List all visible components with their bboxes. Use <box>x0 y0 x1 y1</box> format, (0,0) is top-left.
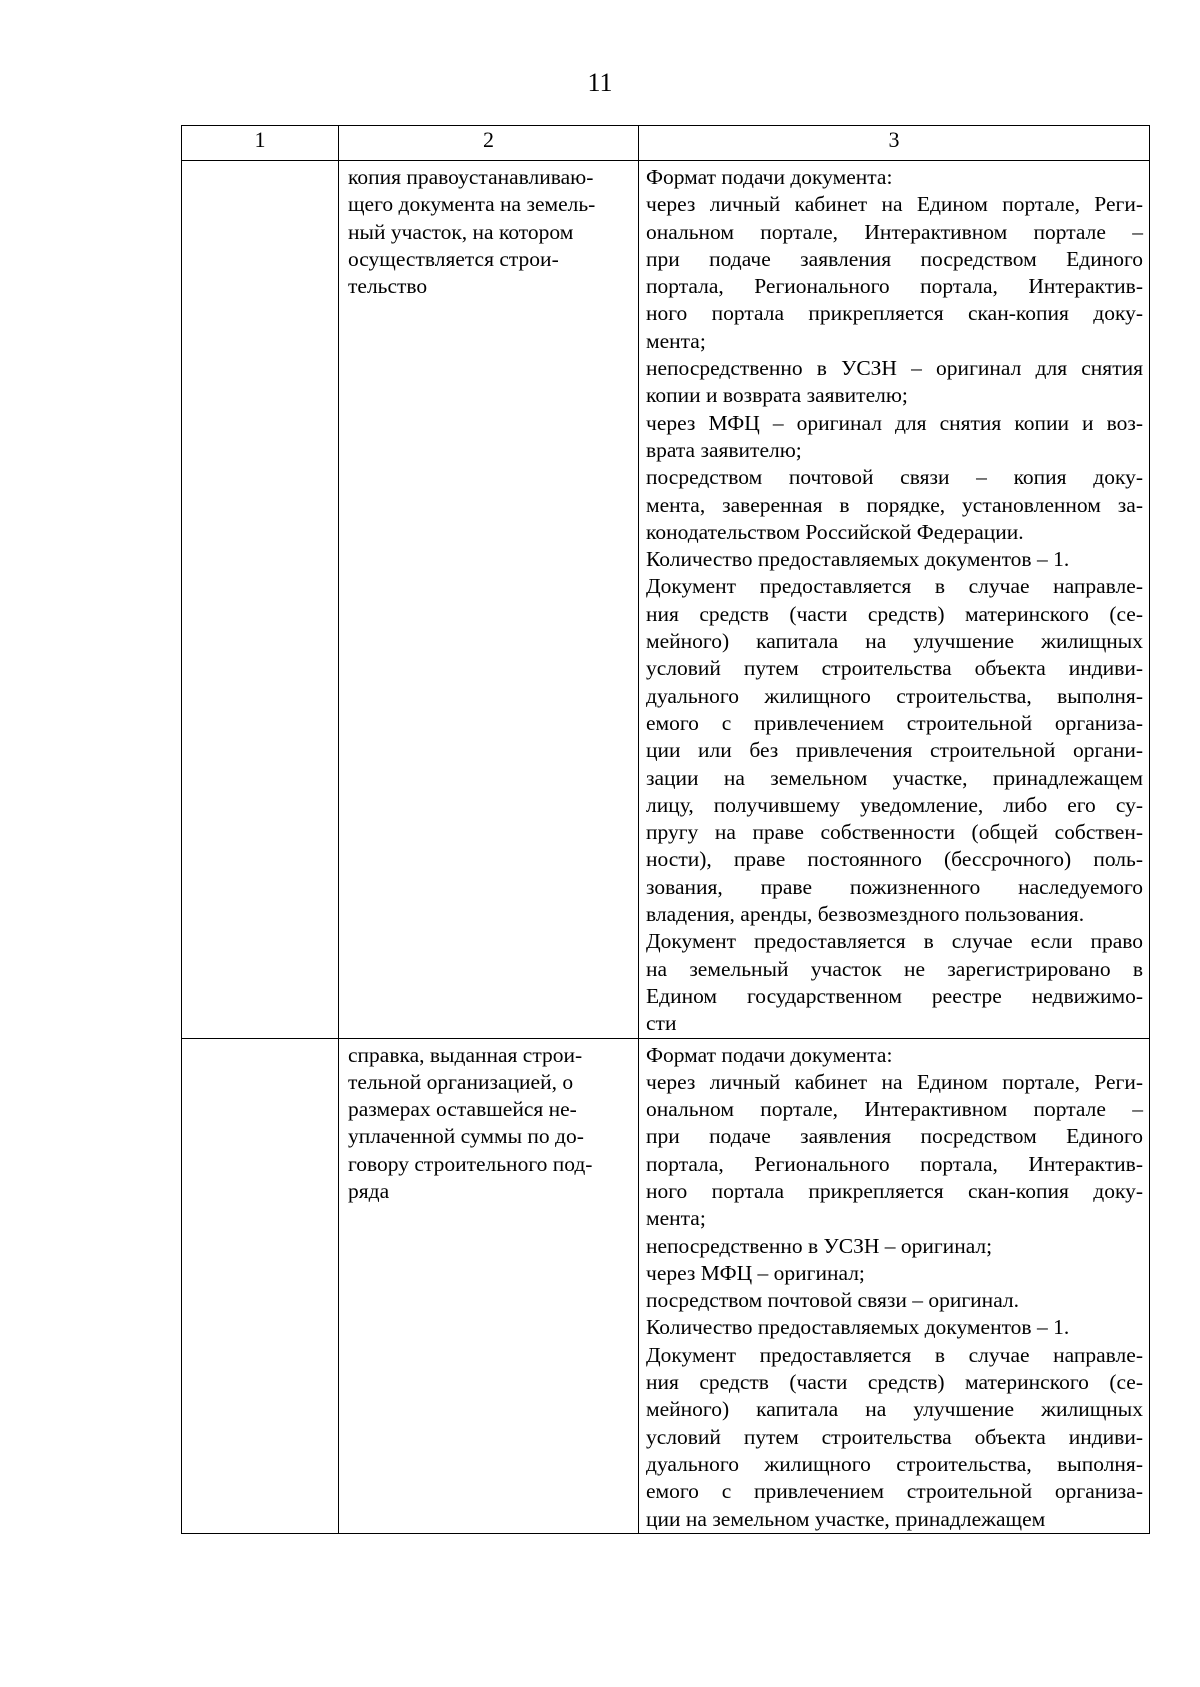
text-line: при подаче заявления посредством Единого <box>646 246 1143 271</box>
text-line: ный участок, на котором <box>348 219 574 244</box>
document-description-cell <box>639 1038 1150 1533</box>
text-line: условий путем строительства объекта индиви- <box>646 1424 1143 1449</box>
text-line: на земельный участок не зарегистрировано в <box>646 956 1143 981</box>
text-line: щего документа на земель- <box>348 192 596 217</box>
document-description-text <box>639 1039 1149 1533</box>
text-line: емого с привлечением строительной организа- <box>646 1479 1143 1504</box>
text-line: портала, Регионального портала, Интерактив- <box>646 274 1143 299</box>
document-name-text <box>339 1039 638 1206</box>
column-header-2: 2 <box>339 126 639 161</box>
text-line: через МФЦ – оригинал для снятия копии и воз- <box>646 410 1143 435</box>
text-line: владения, аренды, безвозмездного пользования. <box>646 902 1085 927</box>
text-line: справка, выданная строи- <box>348 1042 583 1067</box>
text-line: Количество предоставляемых документов – 1. <box>646 547 1070 572</box>
text-line: копия правоустанавливаю- <box>348 165 594 189</box>
text-line: тельство <box>348 274 428 299</box>
text-line: конодательством Российской Федерации. <box>646 519 1024 544</box>
table-header <box>182 126 1150 161</box>
text-line: ции или без привлечения строительной органи- <box>646 738 1143 763</box>
text-line: мейного) капитала на улучшение жилищных <box>646 629 1143 654</box>
page-number: 11 <box>587 68 613 97</box>
header-row <box>182 126 1150 161</box>
text-line: зации на земельном участке, принадлежащем <box>646 765 1143 790</box>
text-line: Количество предоставляемых документов – 1. <box>646 1315 1070 1340</box>
text-line: ональном портале, Интерактивном портале – <box>646 219 1143 244</box>
text-line: посредством почтовой связи – копия доку- <box>646 465 1143 490</box>
text-line: через личный кабинет на Едином портале, Реги- <box>646 1069 1143 1094</box>
text-line: ряда <box>348 1178 390 1203</box>
text-line: пругу на праве собственности (общей собствен- <box>646 820 1143 845</box>
text-line: копии и возврата заявителю; <box>646 383 908 408</box>
text-line: Документ предоставляется в случае направле- <box>646 1342 1143 1367</box>
text-line: непосредственно в УСЗН – оригинал; <box>646 1233 993 1258</box>
document-description-text <box>639 161 1149 1038</box>
text-line: ного портала прикрепляется скан-копия доку- <box>646 1178 1143 1203</box>
text-line: говору строительного под- <box>348 1151 593 1176</box>
text-line: непосредственно в УСЗН – оригинал для снятия <box>646 356 1143 381</box>
text-line: Документ предоставляется в случае направле- <box>646 574 1143 599</box>
text-line: через личный кабинет на Едином портале, Реги- <box>646 192 1143 217</box>
document-description-cell <box>639 161 1150 1039</box>
text-line: размерах оставшейся не- <box>348 1097 577 1122</box>
text-line: ции на земельном участке, принадлежащем <box>646 1506 1046 1531</box>
text-line: мента, заверенная в порядке, установленном за- <box>646 492 1143 517</box>
document-name-cell <box>339 161 639 1039</box>
text-line: портала, Регионального портала, Интерактив- <box>646 1151 1143 1176</box>
table-body <box>182 161 1150 1534</box>
text-line: ния средств (части средств) материнского (се- <box>646 601 1143 626</box>
text-line: мейного) капитала на улучшение жилищных <box>646 1397 1143 1422</box>
text-line: посредством почтовой связи – оригинал. <box>646 1288 1020 1313</box>
text-line: емого с привлечением строительной организа- <box>646 710 1143 735</box>
column-header-3: 3 <box>639 126 1150 161</box>
text-line: ональном портале, Интерактивном портале – <box>646 1097 1143 1122</box>
text-line: уплаченной суммы по до- <box>348 1124 584 1149</box>
text-line: дуального жилищного строительства, выполня- <box>646 1451 1143 1476</box>
text-line: сти <box>646 1011 677 1036</box>
text-line: дуального жилищного строительства, выполня- <box>646 683 1143 708</box>
text-line: при подаче заявления посредством Единого <box>646 1124 1143 1149</box>
text-line: Едином государственном реестре недвижимо- <box>646 983 1143 1008</box>
document-table <box>181 125 1150 1534</box>
table-row <box>182 161 1150 1039</box>
number-cell <box>182 161 339 1039</box>
text-line: врата заявителю; <box>646 437 802 462</box>
document-name-cell <box>339 1038 639 1533</box>
number-cell <box>182 1038 339 1533</box>
text-line: лицу, получившему уведомление, либо его су- <box>646 792 1143 817</box>
text-line: ного портала прикрепляется скан-копия доку- <box>646 301 1143 326</box>
document-name-text <box>339 161 638 300</box>
text-line: мента; <box>646 328 706 353</box>
text-line: условий путем строительства объекта индиви- <box>646 656 1143 681</box>
text-line: Документ предоставляется в случае если право <box>646 929 1143 954</box>
text-line: ности), праве постоянного (бессрочного) поль- <box>646 847 1143 872</box>
text-line: через МФЦ – оригинал; <box>646 1260 865 1285</box>
table-row <box>182 1038 1150 1533</box>
text-line: осуществляется строи- <box>348 246 559 271</box>
text-line: Формат подачи документа: <box>646 1042 893 1067</box>
column-header-1: 1 <box>182 126 339 161</box>
text-line: Формат подачи документа: <box>646 165 893 189</box>
text-line: ния средств (части средств) материнского (се- <box>646 1370 1143 1395</box>
text-line: мента; <box>646 1206 706 1231</box>
text-line: тельной организацией, о <box>348 1069 574 1094</box>
text-line: зования, праве пожизненного наследуемого <box>646 874 1143 899</box>
